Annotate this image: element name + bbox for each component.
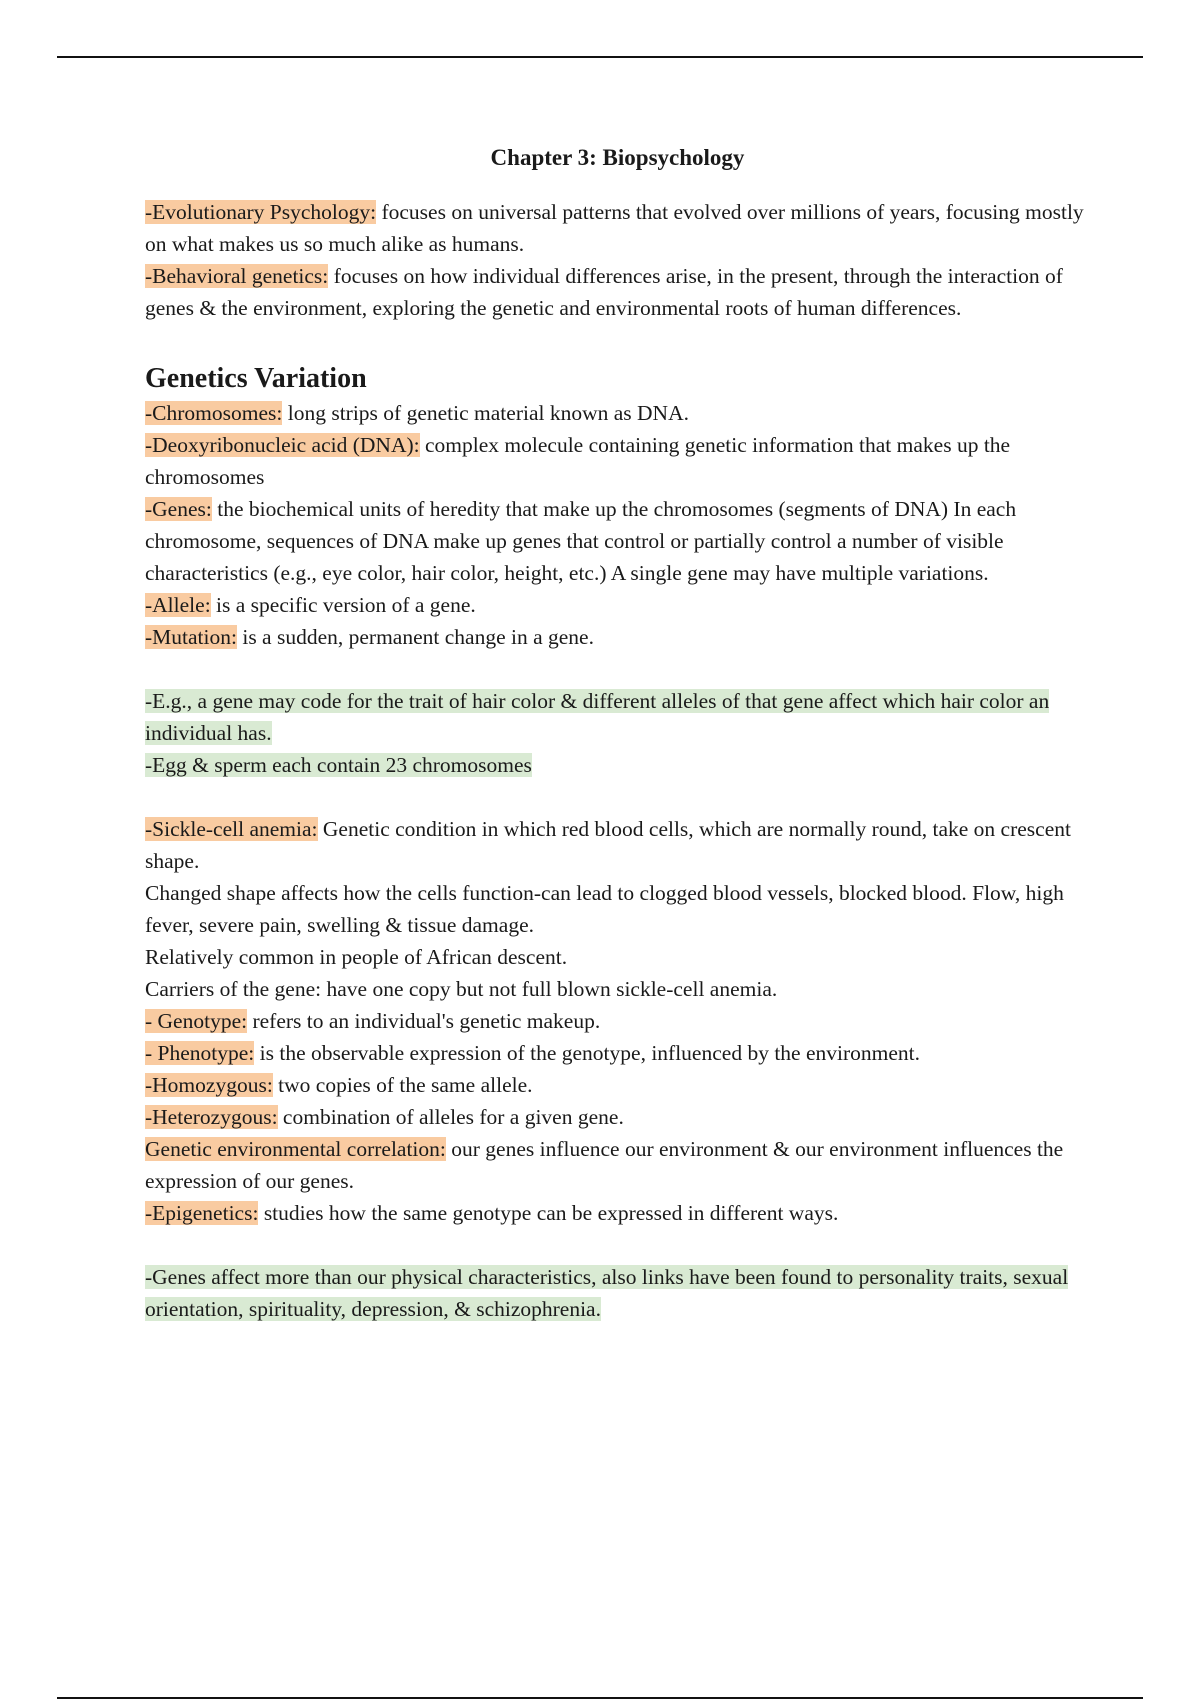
highlighted-note: -E.g., a gene may code for the trait of hair color & different alleles of that gene affect which hair color an individual has. (145, 689, 1050, 745)
term-label: -Behavioral genetics: (145, 264, 329, 288)
sickle-cell-detail: Carriers of the gene: have one copy but not full blown sickle-cell anemia. (145, 977, 778, 1001)
section-heading: Genetics Variation (145, 363, 367, 394)
intro-item-behavioral-genetics (145, 260, 1090, 324)
note-hair-color (145, 685, 1090, 749)
term-definition: focuses on universal patterns that evolved over millions of years, focusing mostly on what makes us so much alike as humans. (145, 200, 1084, 256)
term-label: -Genes: (145, 497, 212, 521)
term-definition: Genetic condition in which red blood cells, which are normally round, take on crescent shape. (145, 817, 1071, 873)
term-label: -Deoxyribonucleic acid (DNA): (145, 433, 420, 457)
intro-item-evolutionary-psychology (145, 196, 1090, 260)
definition-genes (145, 493, 1090, 589)
sickle-cell-detail: Changed shape affects how the cells function-can lead to clogged blood vessels, blocked blood. Flow, high fever, severe pain, swelling & tissue damage. (145, 881, 1064, 937)
term-label: -Chromosomes: (145, 401, 283, 425)
term-label: -Allele: (145, 593, 211, 617)
definition-heterozygous (145, 1101, 1090, 1133)
term-definition: studies how the same genotype can be expressed in different ways. (258, 1201, 839, 1225)
sickle-cell-detail: Relatively common in people of African descent. (145, 945, 568, 969)
term-label: - Phenotype: (145, 1041, 255, 1065)
definition-genotype (145, 1005, 1090, 1037)
note-genes-affect-more (145, 1261, 1090, 1325)
note-chromosome-count (145, 749, 1090, 781)
spacer (145, 653, 1090, 685)
term-definition: is a specific version of a gene. (210, 593, 476, 617)
spacer (145, 781, 1090, 813)
term-definition: the biochemical units of heredity that make up the chromosomes (segments of DNA) In each chromosome, sequences of DNA make up genes that control or partially control a number of visible characteristics (e.g., eye color, hair color, height, etc.) A single gene may have multiple variations. (145, 497, 1017, 585)
term-label: Genetic environmental correlation: (145, 1137, 446, 1161)
spacer (145, 324, 1090, 361)
definition-mutation (145, 621, 1090, 653)
highlighted-note: -Egg & sperm each contain 23 chromosomes (145, 753, 532, 777)
term-definition: combination of alleles for a given gene. (277, 1105, 624, 1129)
term-definition: is the observable expression of the genotype, influenced by the environment. (254, 1041, 920, 1065)
term-label: -Sickle-cell anemia: (145, 817, 318, 841)
term-label: -Epigenetics: (145, 1201, 259, 1225)
term-definition: complex molecule containing genetic information that makes up the chromosomes (145, 433, 1011, 489)
definition-genetic-environmental-correlation (145, 1133, 1090, 1197)
term-definition: focuses on how individual differences arise, in the present, through the interaction of genes & the environment, exploring the genetic and environmental roots of human differences. (145, 264, 1063, 320)
term-definition: is a sudden, permanent change in a gene. (236, 625, 594, 649)
highlighted-note: -Genes affect more than our physical characteristics, also links have been found to personality traits, sexual orientation, spirituality, depression, & schizophrenia. (145, 1265, 1069, 1321)
spacer (145, 1229, 1090, 1261)
term-label: - Genotype: (145, 1009, 248, 1033)
definition-sickle-cell (145, 813, 1090, 877)
definition-phenotype (145, 1037, 1090, 1069)
term-label: -Heterozygous: (145, 1105, 278, 1129)
term-label: -Homozygous: (145, 1073, 273, 1097)
definition-homozygous (145, 1069, 1090, 1101)
term-definition: refers to an individual's genetic makeup. (247, 1009, 601, 1033)
definition-epigenetics (145, 1197, 1090, 1229)
term-definition: two copies of the same allele. (272, 1073, 533, 1097)
definition-allele (145, 589, 1090, 621)
term-label: -Evolutionary Psychology: (145, 200, 377, 224)
term-definition: long strips of genetic material known as DNA. (282, 401, 689, 425)
definition-dna (145, 429, 1090, 493)
document-body (145, 142, 1090, 1325)
definition-chromosomes (145, 397, 1090, 429)
page-title: Chapter 3: Biopsychology (490, 145, 745, 170)
term-label: -Mutation: (145, 625, 237, 649)
bottom-rule (57, 1697, 1143, 1699)
term-definition: our genes influence our environment & our environment influences the expression of our genes. (145, 1137, 1064, 1193)
top-rule (57, 56, 1143, 58)
